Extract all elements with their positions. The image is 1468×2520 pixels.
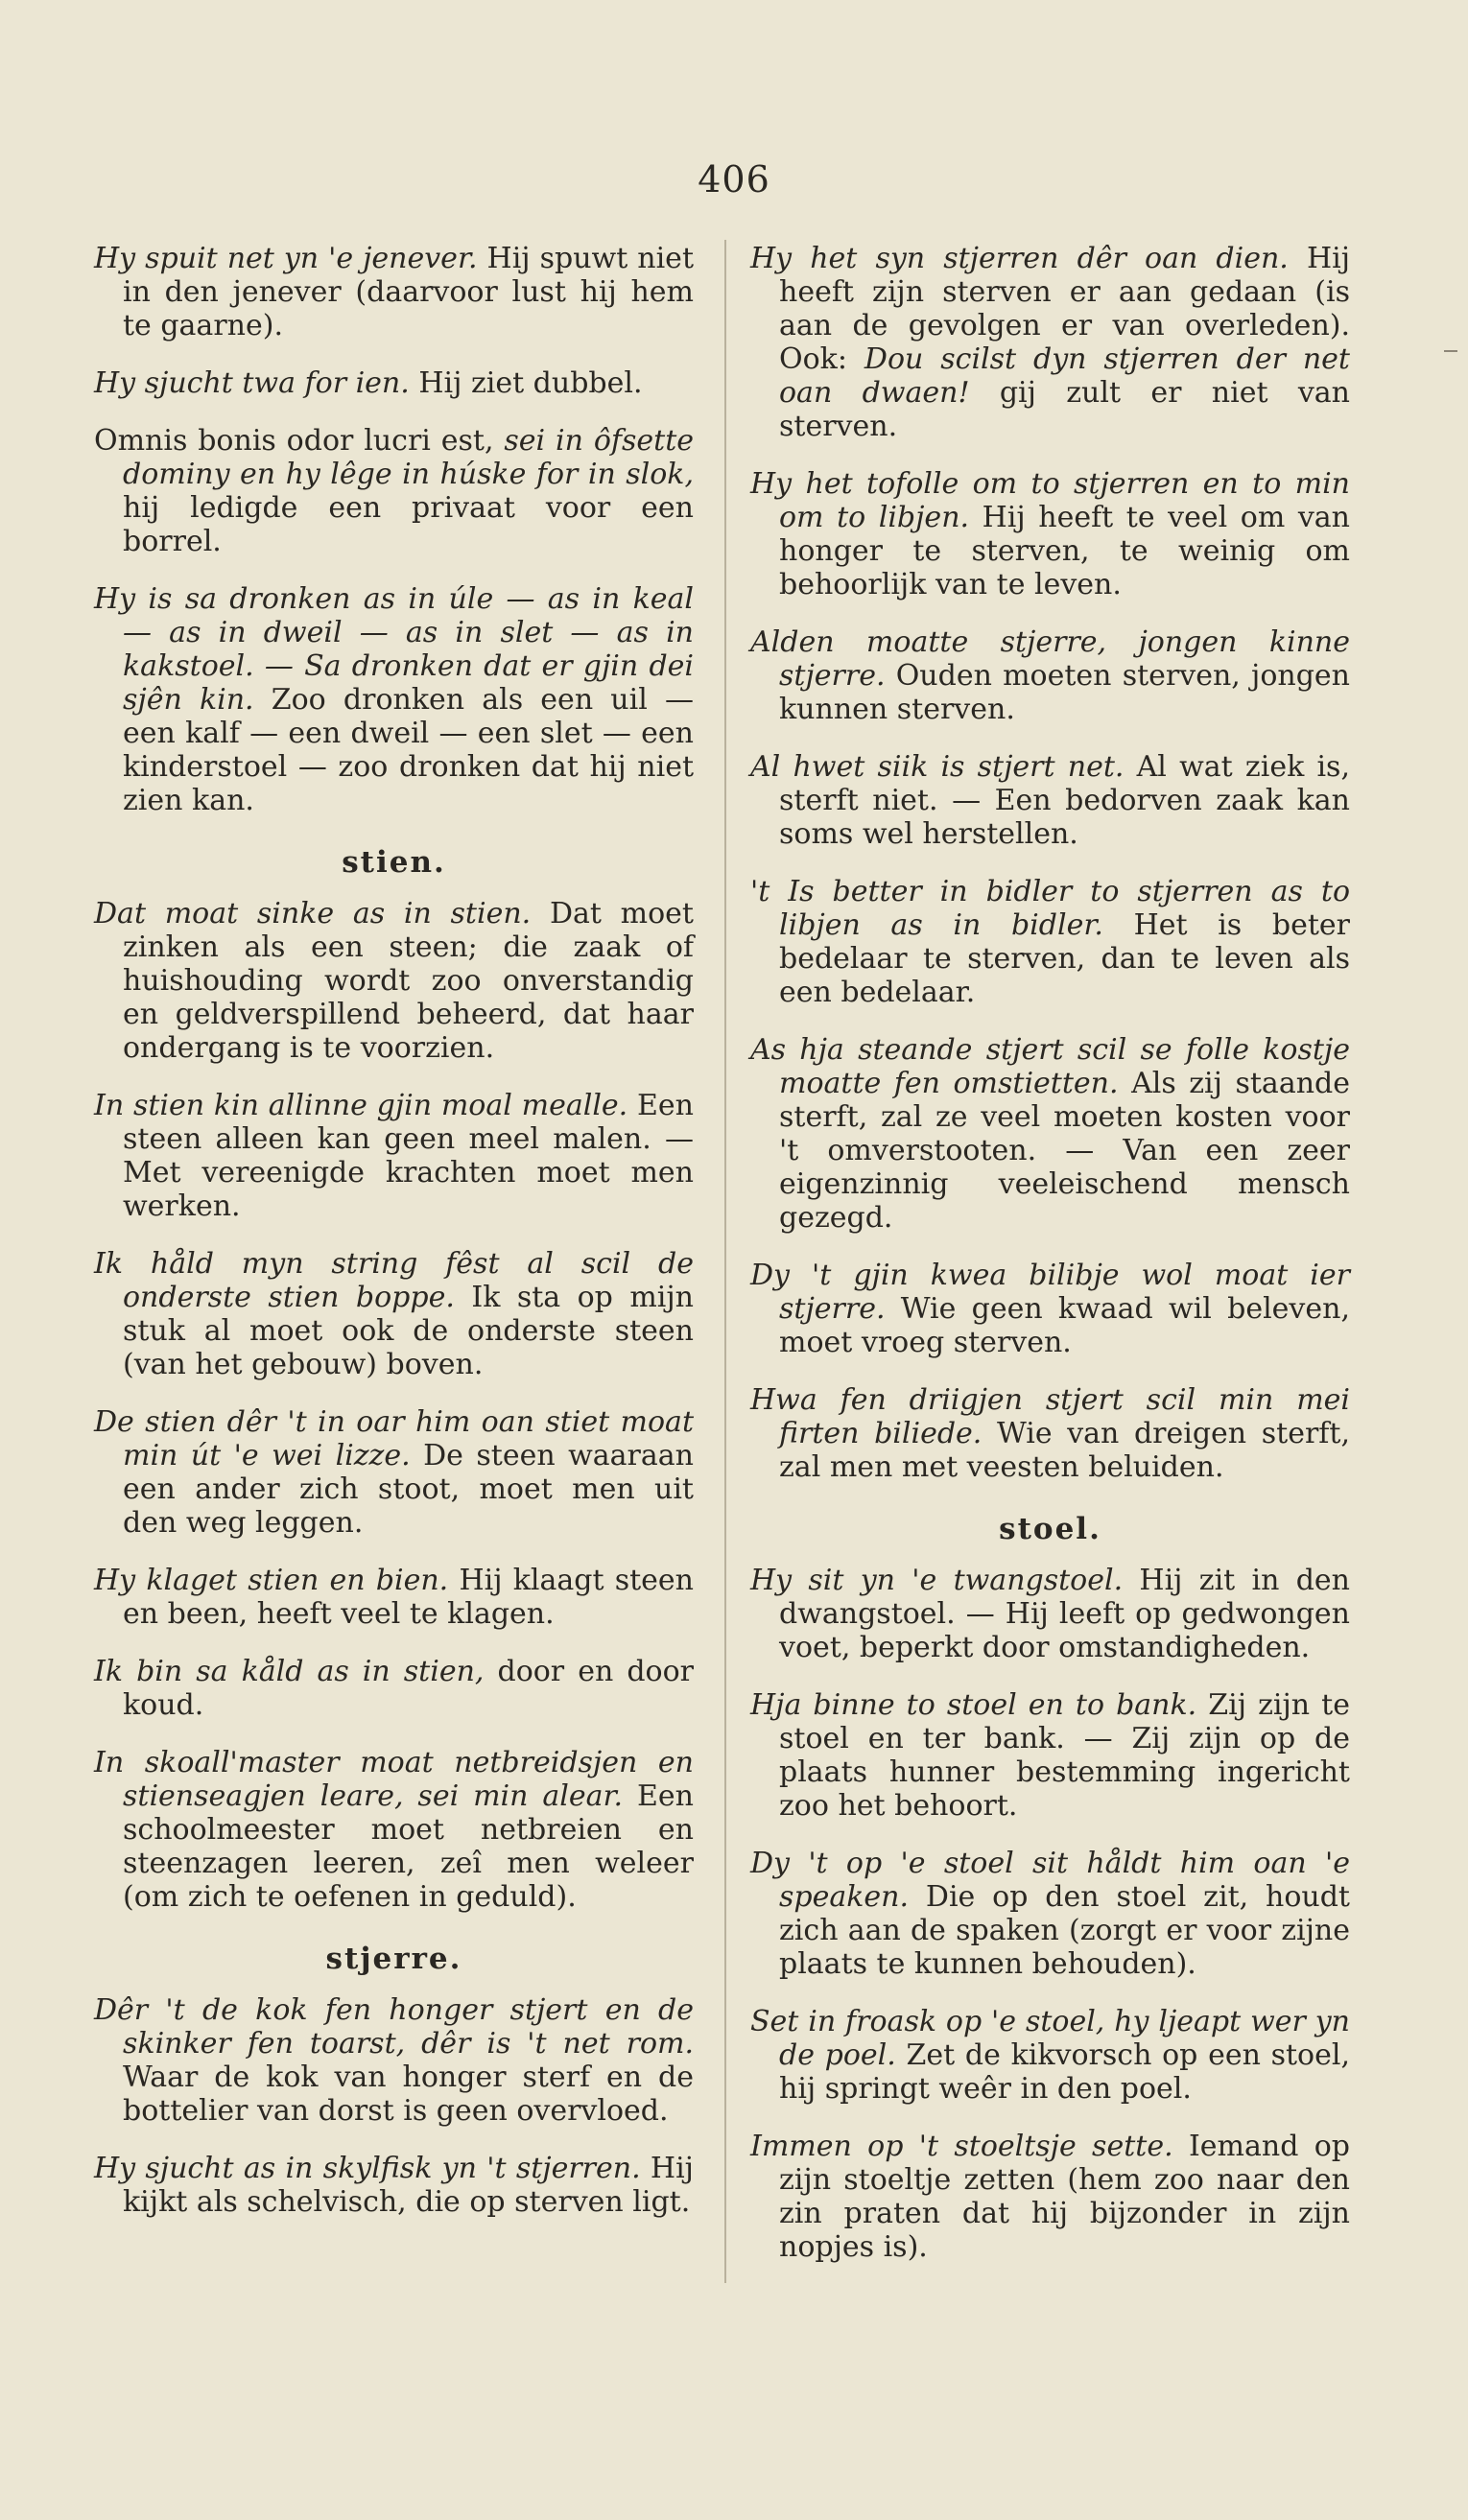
margin-mark xyxy=(1444,350,1457,352)
dutch-translation: gij zult er niet van sterven. xyxy=(779,376,1350,443)
section-heading-stoel: stoel. xyxy=(999,1512,1101,1546)
dutch-translation: Dat moet zinken als een steen; die zaak of huishouding wordt zoo onverstandig en geldverspillend beheerd, dat haar ondergang is te voorzien. xyxy=(123,897,694,1065)
proverb-entry xyxy=(750,750,1350,851)
proverb-entry xyxy=(94,1247,694,1381)
frisian-phrase: Ik håld myn string fêst al scil de onderste stien boppe. xyxy=(94,1247,694,1314)
proverb-entry xyxy=(94,1405,694,1540)
frisian-phrase: Alden moatte stjerre, jongen kinne stjerre. xyxy=(750,625,1350,693)
proverb-entry xyxy=(750,1383,1350,1484)
dutch-translation: Een schoolmeester moet netbreien en steenzagen leeren, zeî men weleer (om zich te oefenen in geduld). xyxy=(123,1779,694,1914)
proverb-entry xyxy=(750,1564,1350,1664)
dutch-translation: Een steen alleen kan geen meel malen. — Met vereenigde krachten moet men werken. xyxy=(123,1089,694,1223)
proverb-entry xyxy=(94,242,694,342)
proverb-entry xyxy=(750,467,1350,601)
column-divider xyxy=(724,240,726,2283)
frisian-phrase: Hy sjucht twa for ien. xyxy=(94,366,410,400)
proverb-entry xyxy=(94,366,694,400)
proverb-entry xyxy=(750,1033,1350,1235)
frisian-phrase: Dat moat sinke as in stien. xyxy=(94,897,532,930)
frisian-phrase: Hy sit yn 'e twangstoel. xyxy=(750,1564,1124,1597)
dutch-translation: Iemand op zijn stoeltje zetten (hem zoo naar den zin praten dat hij bijzonder in zijn nopjes is). xyxy=(779,2130,1350,2264)
frisian-phrase: Hja binne to stoel en to bank. xyxy=(750,1688,1197,1722)
right-column xyxy=(750,242,1350,2288)
proverb-entry xyxy=(94,424,694,558)
dutch-translation: Ouden moeten sterven, jongen kunnen sterven. xyxy=(779,659,1350,726)
dutch-translation: Hij klaagt steen en been, heeft veel te klagen. xyxy=(123,1564,694,1631)
dutch-translation: door en door koud. xyxy=(123,1655,694,1722)
proverb-entry xyxy=(750,242,1350,443)
frisian-phrase: sei in ôfsette dominy en hy lêge in húske for in slok, xyxy=(123,424,695,491)
dutch-translation: Die op den stoel zit, houdt zich aan de spaken (zorgt er voor zijne plaats te kunnen behouden). xyxy=(779,1880,1350,1981)
section-heading-stien: stien. xyxy=(342,845,446,880)
frisian-phrase: 't Is better in bidler to stjerren as to libjen as in bidler. xyxy=(750,875,1350,942)
frisian-phrase: Hy sjucht as in skylfisk yn 't stjerren. xyxy=(94,2152,641,2185)
frisian-phrase: Dou scilst dyn stjerren der net oan dwaen! xyxy=(779,342,1350,410)
dutch-translation: Wie van dreigen sterft, zal men met veesten beluiden. xyxy=(779,1417,1350,1484)
frisian-phrase: Immen op 't stoeltsje sette. xyxy=(750,2130,1173,2163)
proverb-entry xyxy=(750,1847,1350,1981)
frisian-phrase: In stien kin allinne gjin moal mealle. xyxy=(94,1089,628,1122)
dutch-translation: Hij heeft te veel om van honger te sterven, te weinig om behoorlijk van te leven. xyxy=(779,501,1350,601)
dutch-translation: Het is beter bedelaar te sterven, dan te leven als een bedelaar. xyxy=(779,908,1350,1009)
proverb-entry xyxy=(94,1746,694,1914)
dutch-translation: Hij ziet dubbel. xyxy=(418,366,643,400)
dutch-translation: hij ledigde een privaat voor een borrel. xyxy=(123,491,694,558)
frisian-phrase: Hy klaget stien en bien. xyxy=(94,1564,449,1597)
proverb-entry xyxy=(750,2130,1350,2264)
dutch-translation: Ik sta op mijn stuk al moet ook de onderste steen (van het gebouw) boven. xyxy=(123,1281,694,1381)
proverb-entry xyxy=(94,897,694,1065)
dutch-translation: Wie geen kwaad wil beleven, moet vroeg sterven. xyxy=(779,1292,1350,1359)
frisian-phrase: Dy 't gjin kwea bilibje wol moat ier stjerre. xyxy=(750,1259,1350,1326)
proverb-entry xyxy=(750,2005,1350,2106)
frisian-phrase: As hja steande stjert scil se folle kostje moatte fen omstietten. xyxy=(750,1033,1350,1100)
frisian-phrase: Hy spuit net yn 'e jenever. xyxy=(94,242,478,275)
frisian-phrase: Hy is sa dronken as in úle — as in keal — as in dweil — as in slet — as in kakstoel. — Sa dronken dat er gjin dei sjên kin. xyxy=(94,582,694,717)
dutch-translation: Hij zit in den dwangstoel. — Hij leeft op gedwongen voet, beperkt door omstandigheden. xyxy=(779,1564,1350,1664)
dutch-translation: De steen waaraan een ander zich stoot, moet men uit den weg leggen. xyxy=(123,1439,694,1540)
frisian-phrase: Dêr 't de kok fen honger stjert en de skinker fen toarst, dêr is 't net rom. xyxy=(94,1993,694,2061)
dutch-translation: Hij spuwt niet in den jenever (daarvoor lust hij hem te gaarne). xyxy=(123,242,694,342)
frisian-phrase: Hwa fen driigjen stjert scil min mei firten biliede. xyxy=(750,1383,1350,1450)
frisian-phrase: Ik bin sa kåld as in stien, xyxy=(94,1655,485,1688)
proverb-entry xyxy=(750,625,1350,726)
frisian-phrase: Hy het tofolle om to stjerren en to min om to libjen. xyxy=(750,467,1350,534)
dutch-translation: Zet de kikvorsch op een stoel, hij springt weêr in den poel. xyxy=(779,2038,1351,2106)
proverb-entry xyxy=(750,1688,1350,1823)
left-column xyxy=(94,242,694,2243)
proverb-entry xyxy=(94,1993,694,2128)
dutch-translation: Zij zijn te stoel en ter bank. — Zij zijn op de plaats hunner bestemming ingericht zoo het behoort. xyxy=(779,1688,1350,1823)
proverb-entry xyxy=(750,1259,1350,1359)
page-number: 406 xyxy=(698,158,770,200)
proverb-entry xyxy=(94,2152,694,2219)
frisian-phrase: Hy het syn stjerren dêr oan dien. xyxy=(750,242,1289,275)
proverb-entry xyxy=(94,1564,694,1631)
proverb-entry xyxy=(750,875,1350,1009)
proverb-entry xyxy=(94,1089,694,1223)
frisian-phrase: Al hwet siik is stjert net. xyxy=(750,750,1125,784)
proverb-entry xyxy=(94,1655,694,1722)
dutch-translation: Zoo dronken als een uil — een kalf — een dweil — een slet — een kinderstoel — zoo dronken dat hij niet zien kan. xyxy=(123,683,694,817)
dutch-translation: Hij heeft zijn sterven er aan gedaan (is aan de gevolgen er van overleden). Ook: xyxy=(779,242,1350,376)
dutch-translation: Als zij staande sterft, zal ze veel moeten kosten voor 't omverstooten. — Van een zeer eigenzinnig veeleischend mensch gezegd. xyxy=(779,1067,1350,1235)
latin-phrase: Omnis bonis odor lucri est, xyxy=(94,424,494,458)
dutch-translation: Al wat ziek is, sterft niet. — Een bedorven zaak kan soms wel herstellen. xyxy=(779,750,1350,851)
frisian-phrase: De stien dêr 't in oar him oan stiet moat min út 'e wei lizze. xyxy=(94,1405,694,1472)
dutch-translation: Hij kijkt als schelvisch, die op sterven ligt. xyxy=(123,2152,694,2219)
section-heading-stjerre: stjerre. xyxy=(325,1942,462,1976)
proverb-entry xyxy=(94,582,694,817)
frisian-phrase: Dy 't op 'e stoel sit håldt him oan 'e speaken. xyxy=(750,1847,1350,1914)
frisian-phrase: In skoall'master moat netbreidsjen en stienseagjen leare, sei min alear. xyxy=(94,1746,694,1813)
frisian-phrase: Set in froask op 'e stoel, hy ljeapt wer yn de poel. xyxy=(750,2005,1350,2072)
dutch-translation: Waar de kok van honger sterf en de bottelier van dorst is geen overvloed. xyxy=(123,2061,694,2128)
